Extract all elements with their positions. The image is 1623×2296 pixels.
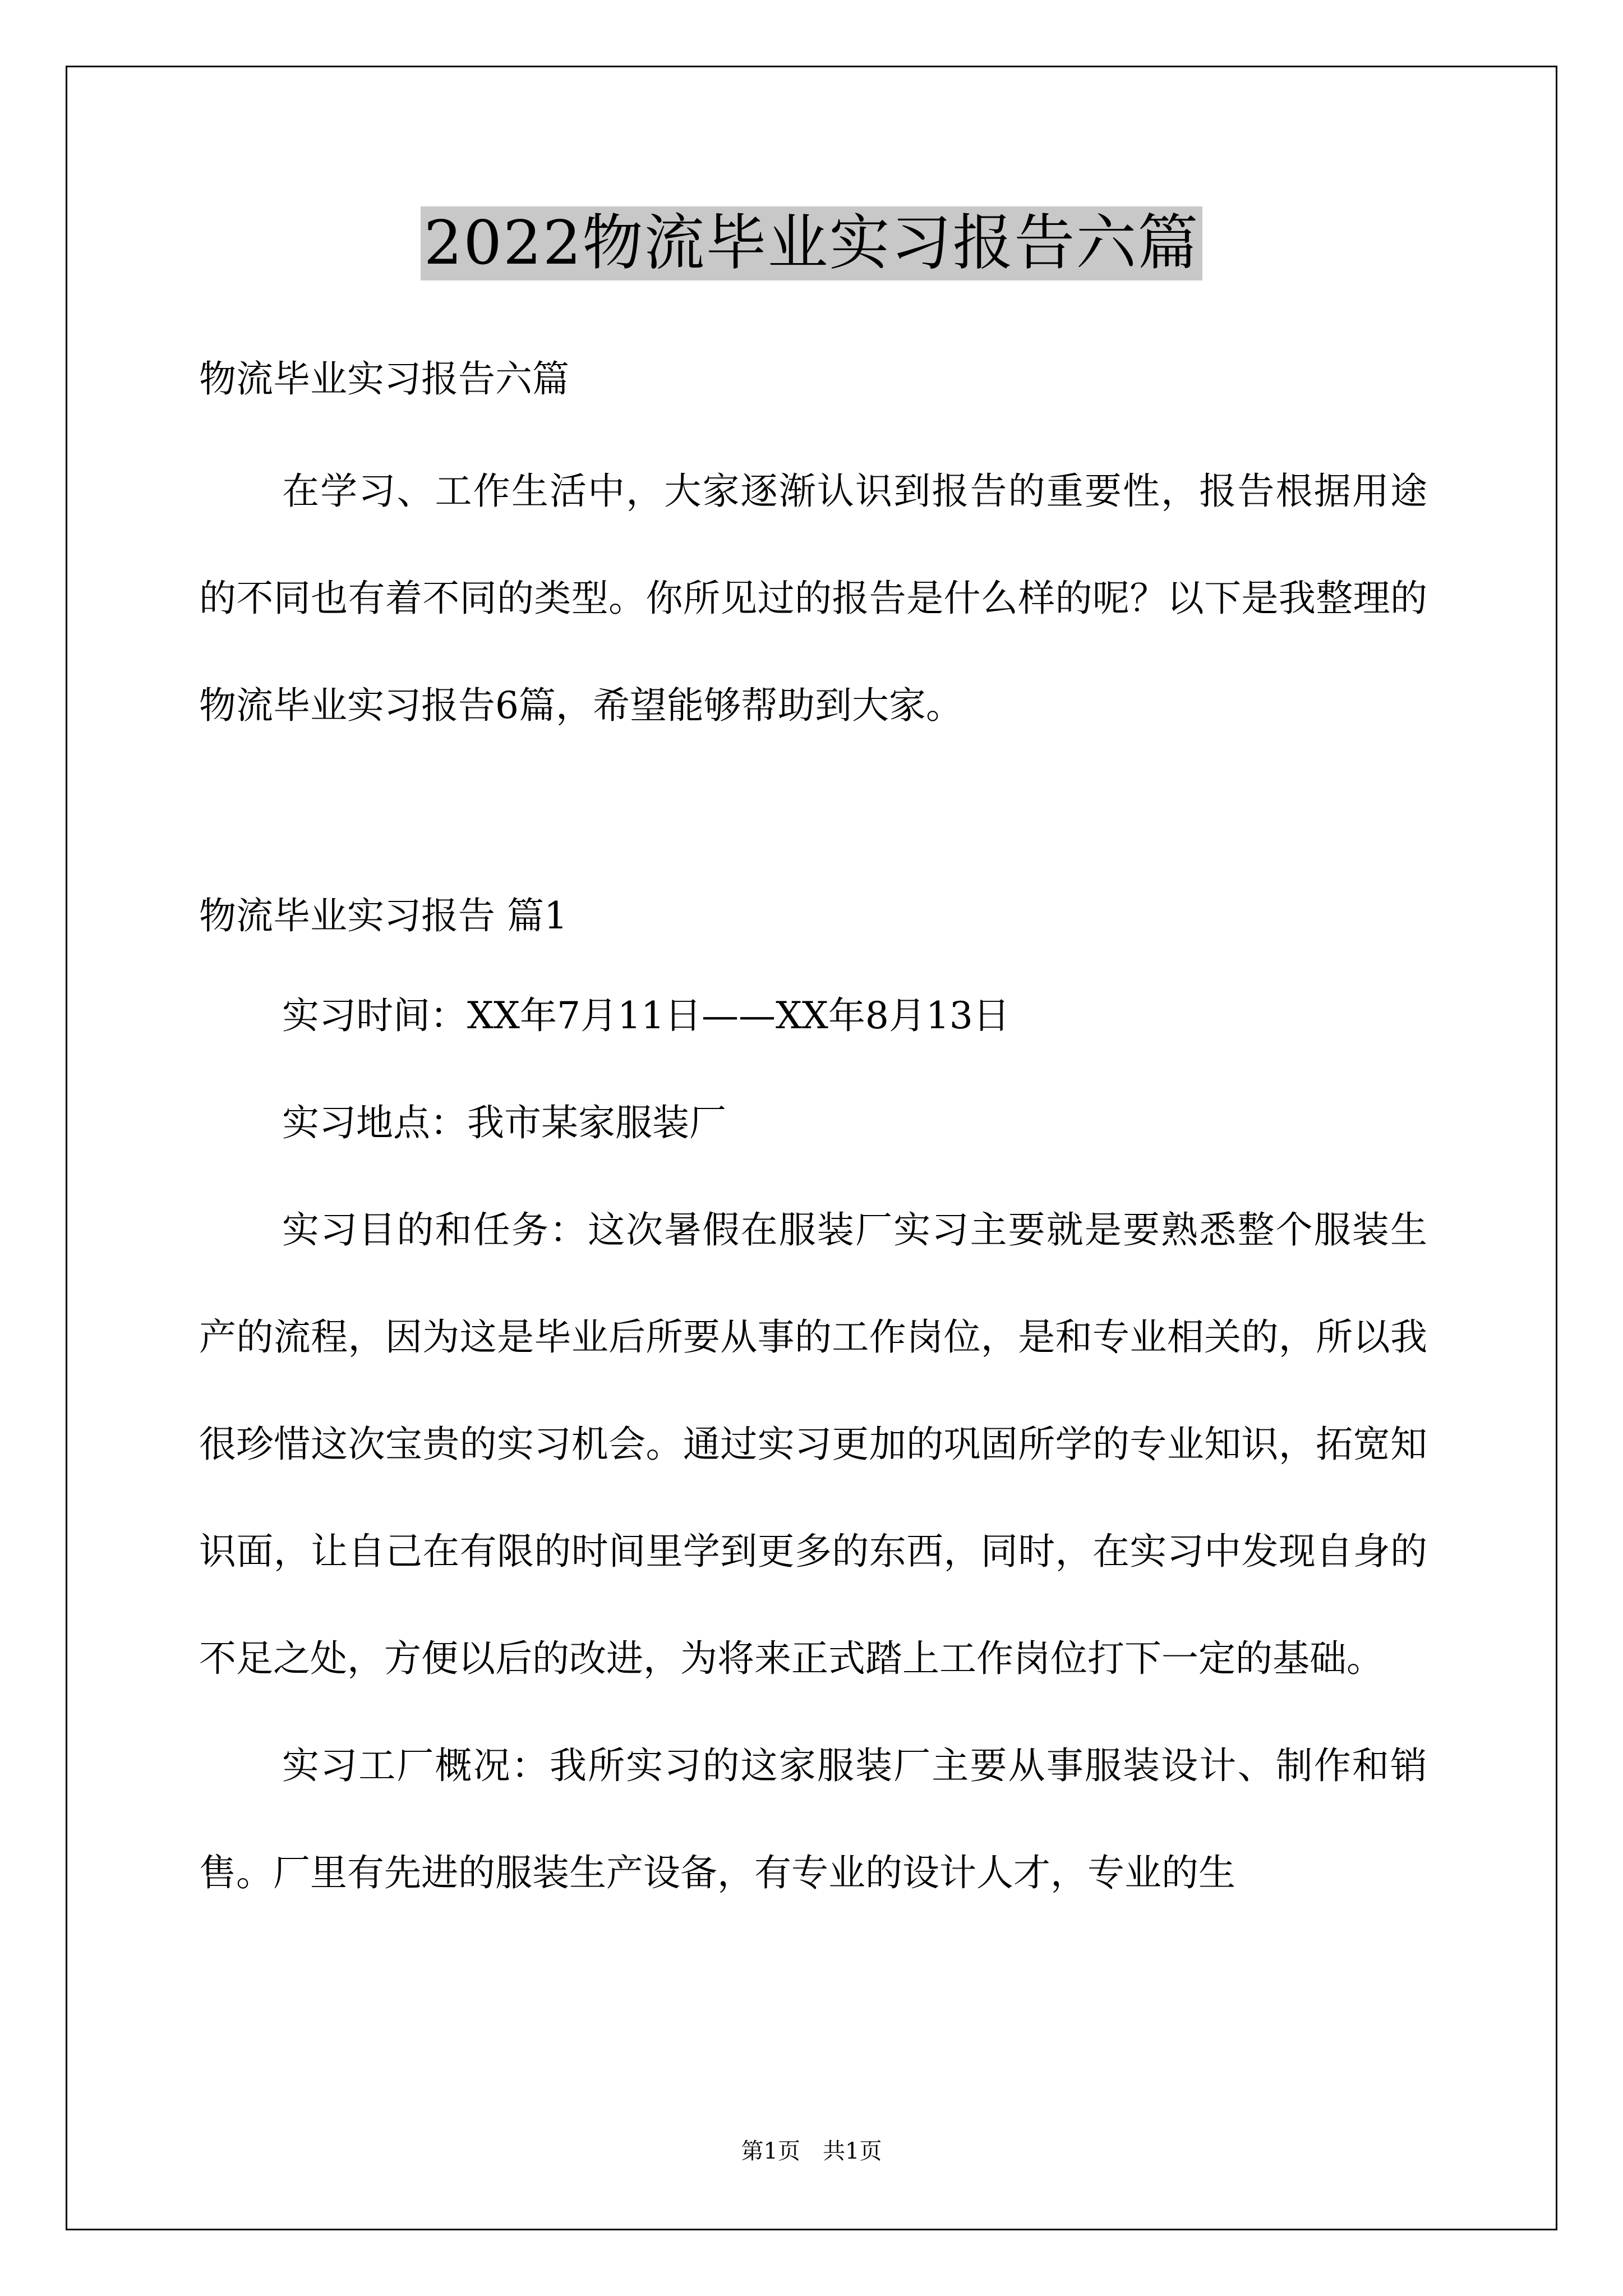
intro-section [199, 438, 1427, 759]
section-body [199, 962, 1427, 1926]
paragraph-purpose: 实习目的和任务：这次暑假在服装厂实习主要就是要熟悉整个服装生产的流程，因为这是毕业后所要从事的工作岗位，是和专业相关的，所以我很珍惜这次宝贵的实习机会。通过实习更加的巩固所学的专业知识，拓宽知识面，让自己在有限的时间里学到更多的东西，同时，在实习中发现自身的不足之处，方便以后的改进，为将来正式踏上工作岗位打下一定的基础。 [199, 1208, 1427, 1680]
document-title: 2022物流毕业实习报告六篇 [421, 206, 1203, 280]
page-footer: 第1页 共1页 [741, 2138, 882, 2164]
paragraph-internship-location: 实习地点：我市某家服装厂 [282, 1101, 726, 1144]
document-subtitle: 物流毕业实习报告六篇 [199, 357, 569, 401]
title-container [0, 206, 1623, 280]
section-heading: 物流毕业实习报告 篇1 [199, 894, 568, 937]
intro-paragraph: 在学习、工作生活中，大家逐渐认识到报告的重要性，报告根据用途的不同也有着不同的类型。你所见过的报告是什么样的呢？以下是我整理的物流毕业实习报告6篇，希望能够帮助到大家。 [199, 470, 1427, 727]
paragraph-factory-overview: 实习工厂概况：我所实习的这家服装厂主要从事服装设计、制作和销售。厂里有先进的服装生产设备，有专业的设计人才，专业的生 [199, 1744, 1427, 1894]
paragraph-internship-time: 实习时间：XX年7月11日——XX年8月13日 [282, 994, 1010, 1037]
